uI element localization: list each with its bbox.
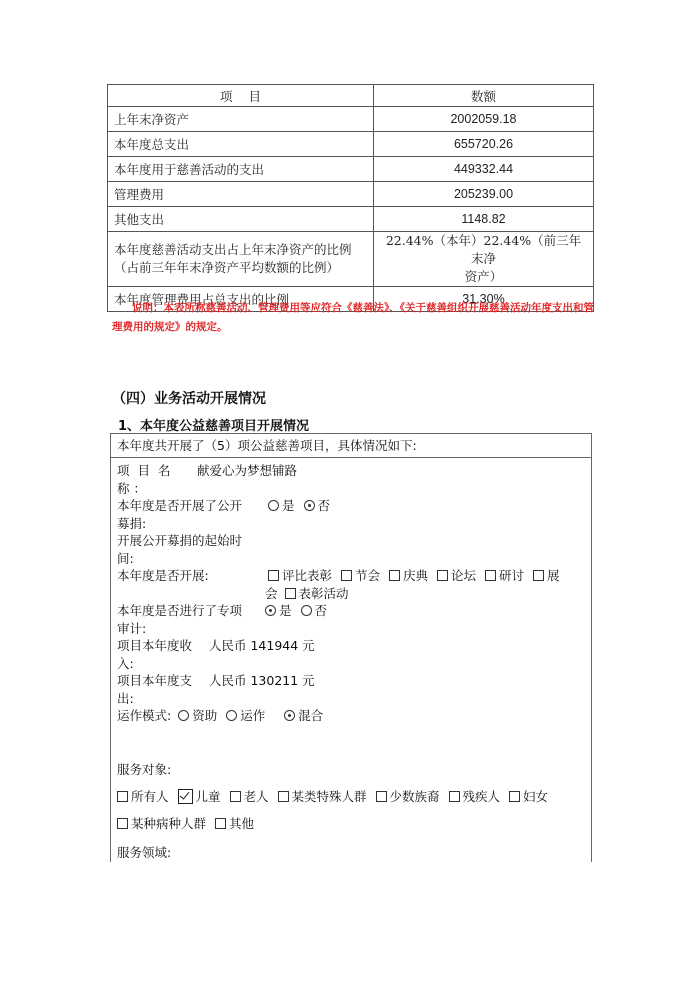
expense-value: 人民币 130211 元 (209, 673, 315, 688)
row-value: 205239.00 (374, 182, 594, 207)
mode-label: 运作 (240, 708, 266, 723)
target-label: 所有人 (131, 789, 169, 804)
target-label: 老人 (243, 789, 269, 804)
row-value-line1: 22.44%（本年）22.44%（前三年末净 (385, 233, 582, 266)
row-value: 1148.82 (374, 207, 594, 232)
fundraising-start-label-1: 开展公开募捐的起始时 (117, 533, 243, 548)
audit-label-1: 本年度是否进行了专项 (117, 603, 243, 618)
activity-label: 节会 (355, 568, 381, 583)
service-targets-options-2 (117, 815, 256, 833)
fundraising-start-row (117, 532, 242, 567)
table-row (108, 107, 594, 132)
checkbox-target[interactable] (215, 818, 226, 829)
radio-no-label: 否 (317, 498, 331, 513)
project-count-intro: 本年度共开展了（5）项公益慈善项目，具体情况如下: (111, 434, 591, 458)
subsection-title: 1、本年度公益慈善项目开展情况 (118, 419, 310, 434)
row-item: 其他支出 (108, 207, 374, 232)
row-value: 2002059.18 (374, 107, 594, 132)
checkbox-activity[interactable] (485, 570, 496, 581)
activities-options (265, 567, 595, 602)
table-row (108, 182, 594, 207)
row-value: 449332.44 (374, 157, 594, 182)
radio-audit-no[interactable] (301, 605, 312, 616)
public-fundraising-label-2: 募捐: (117, 515, 147, 531)
activities-label: 本年度是否开展: (117, 568, 209, 583)
service-targets-label: 服务对象: (117, 762, 172, 777)
activity-label: 评比表彰 (282, 568, 333, 583)
operation-mode-row (117, 707, 325, 725)
row-value: 655720.26 (374, 132, 594, 157)
service-targets-options (117, 788, 550, 806)
section-title: （四）业务活动开展情况 (112, 391, 266, 407)
checkbox-target[interactable] (509, 791, 520, 802)
row-item: 上年末净资产 (108, 107, 374, 132)
header-item: 项 目 (108, 85, 374, 107)
radio-audit-yes[interactable] (265, 605, 276, 616)
row-item: 管理费用 (108, 182, 374, 207)
public-fundraising-options (265, 497, 332, 515)
audit-row (117, 602, 328, 637)
target-label: 儿童 (195, 789, 221, 804)
row-value (374, 232, 594, 287)
checkbox-target[interactable] (230, 791, 241, 802)
radio-audit-no-label: 否 (314, 603, 328, 618)
header-amount: 数额 (374, 85, 594, 107)
income-label-1: 项目本年度收 (117, 638, 193, 653)
radio-yes[interactable] (268, 500, 279, 511)
expense-label-2: 出: (117, 690, 134, 706)
target-label: 少数族裔 (389, 789, 440, 804)
fundraising-start-label-2: 间: (117, 550, 134, 566)
checkbox-activity[interactable] (533, 570, 544, 581)
audit-label-2: 审计: (117, 620, 147, 636)
activity-label: 展 (547, 568, 560, 583)
project-name-label-2: 称 ： (117, 480, 146, 496)
finance-table (107, 84, 594, 312)
target-label: 某类特殊人群 (291, 789, 367, 804)
radio-audit-yes-label: 是 (279, 603, 292, 618)
activity-label: 庆典 (403, 568, 429, 583)
project-name-value: 献爱心为梦想铺路 (197, 463, 298, 478)
operation-mode-label: 运作模式: (117, 708, 172, 723)
target-label: 妇女 (523, 789, 549, 804)
checkbox-activity[interactable] (389, 570, 400, 581)
table-row (108, 157, 594, 182)
table-note: 说明：本表所称慈善活动、管理费用等应符合《慈善法》、《关于慈善组织开展慈善活动年度支出和管理费用的规定》的规定。 (112, 302, 594, 333)
audit-options (262, 602, 329, 620)
activity-label: 研讨 (499, 568, 525, 583)
target-label: 其他 (229, 816, 255, 831)
project-form-box (110, 433, 592, 862)
checkbox-activity[interactable] (285, 588, 296, 599)
row-item: 本年度用于慈善活动的支出 (108, 157, 374, 182)
checkbox-activity[interactable] (341, 570, 352, 581)
activity-label: 表彰活动 (298, 585, 349, 601)
table-header-row (108, 85, 594, 107)
radio-mode-mixed[interactable] (284, 710, 295, 721)
public-fundraising-row (117, 497, 331, 532)
table-row (108, 232, 594, 287)
target-label: 残疾人 (462, 789, 501, 804)
income-value: 人民币 141944 元 (209, 638, 315, 653)
checkbox-activity[interactable] (268, 570, 279, 581)
checkbox-target[interactable] (376, 791, 387, 802)
row-item: 本年度总支出 (108, 132, 374, 157)
radio-mode-grant[interactable] (178, 710, 189, 721)
checkbox-target[interactable] (117, 818, 128, 829)
radio-yes-label: 是 (282, 498, 295, 513)
mode-label: 混合 (298, 708, 324, 723)
expense-row (117, 672, 315, 707)
checkbox-activity[interactable] (437, 570, 448, 581)
service-fields-label: 服务领域: (117, 845, 172, 860)
row-item (108, 232, 374, 287)
expense-label-1: 项目本年度支 (117, 673, 193, 688)
row-item: 本年度管理费用占总支出的比例 (108, 287, 374, 312)
radio-no[interactable] (304, 500, 315, 511)
project-name-label-1: 项 目 名 (117, 463, 171, 478)
checkbox-target[interactable] (117, 791, 128, 802)
target-label: 某种病种人群 (131, 816, 207, 831)
project-name-row (117, 462, 298, 497)
income-label-2: 入: (117, 655, 134, 671)
checkbox-target[interactable] (449, 791, 460, 802)
activity-label: 论坛 (451, 568, 477, 583)
table-row (108, 132, 594, 157)
income-row (117, 637, 315, 672)
table-row (108, 207, 594, 232)
row-item-line2: （占前三年年末净资产平均数额的比例） (114, 260, 340, 275)
activities-row (117, 567, 560, 601)
radio-mode-operate[interactable] (226, 710, 237, 721)
row-value: 31.30% (374, 287, 594, 312)
public-fundraising-label-1: 本年度是否开展了公开 (117, 498, 243, 513)
mode-label: 资助 (192, 708, 218, 723)
activity-label-continued: 会 (265, 585, 278, 601)
checkbox-target[interactable] (278, 791, 289, 802)
checkbox-target-checked[interactable] (178, 789, 193, 804)
row-item-line1: 本年度慈善活动支出占上年末净资产的比例 (114, 242, 352, 257)
row-value-line2: 资产） (464, 269, 503, 284)
